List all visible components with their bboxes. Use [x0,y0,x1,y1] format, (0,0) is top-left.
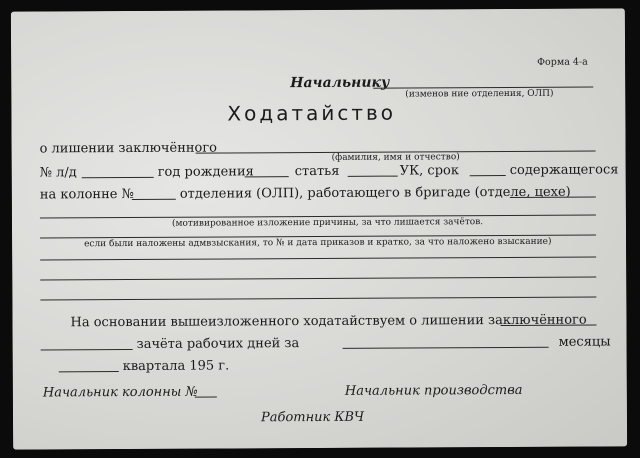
form-number: Форма 4-а [537,56,588,68]
about-label: о лишении заключённого [39,140,218,157]
text-line-3 [40,257,596,261]
file-number-label: № л/д [39,165,77,181]
name-caption: (фамилия, имя и отчество) [331,152,460,163]
birth-year-label: год рождения [157,164,254,180]
department-label: отделения (ОЛП), работающего в бригаде (отделе, цехе) [179,184,571,202]
signature-kvch-worker: Работник КВЧ [260,409,365,426]
page-title: Ходатайство [227,100,397,126]
addressee-label: Начальнику [290,74,390,92]
detained-label: содержащегося [509,162,619,179]
term-line [470,175,506,176]
quarter-number-line [59,371,119,372]
file-number-line [82,177,154,178]
text-line-5 [40,297,596,301]
penalties-caption: если были наложены адмвзыскания, то № и дата приказов и кратко, за что наложено взыскание) [84,236,552,250]
signature-colony-chief: Начальник колонны № [42,384,198,401]
conclusion-name-line-2 [41,349,133,350]
text-line-4 [40,277,596,281]
reason-caption: (мотивированное изложение причины, за что лишается зачётов. [171,217,484,229]
conclusion-line-1: На основании вышеизложенного ходатайствуем о лишении заключённого [70,312,587,331]
months-label: месяцы [558,334,611,350]
article-label: статья [294,163,340,180]
code-term-label: УК, срок [399,163,460,179]
conclusion-line-2: зачёта рабочих дней за [136,336,300,352]
signature-production-chief: Начальник производства [344,382,523,399]
days-line [343,347,549,349]
colony-number-line [132,199,176,200]
quarter-label: квартала 195 г. [122,358,230,375]
addressee-caption: (изменов ние отделения, ОЛП) [405,88,554,100]
colony-chief-line [195,397,217,398]
form-sheet [11,8,627,449]
article-line [348,176,398,177]
birth-year-line [245,176,289,177]
colony-label: на колонне № [39,186,134,203]
